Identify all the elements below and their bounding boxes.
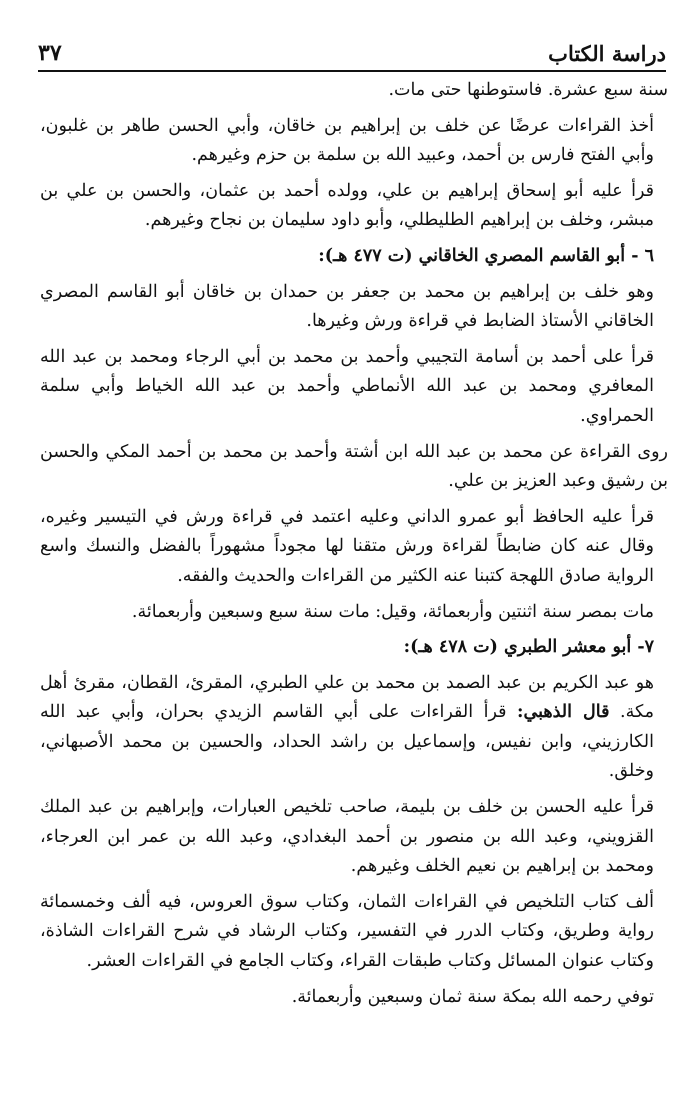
body-paragraph: أخذ القراءات عرضًا عن خلف بن إبراهيم بن خاقان، وأبي الحسن طاهر بن غلبون، وأبي الفتح فارس بن أحمد، وعبيد الله بن سلمة بن حزم وغيرهم. [40, 115, 654, 166]
body-paragraph: توفي رحمه الله بمكة سنة ثمان وسبعين وأربعمائة. [291, 986, 654, 1007]
running-title: دراسة الكتاب [548, 41, 666, 66]
body-paragraph: قرأ عليه أبو إسحاق إبراهيم بن علي، وولده أحمد بن عثمان، والحسن بن علي بن مبشر، وخلف بن إبراهيم الطليطلي، وأبو داود سليمان بن نجاح وغيرهم. [40, 180, 654, 231]
body-paragraph: قرأ على أحمد بن أسامة التجيبي وأحمد بن محمد بن أبي الرجاء ومحمد بن عبد الله المعافري ومحمد بن عبد الله الأنماطي وأحمد بن عبد الله الخياط وأبي سلمة الحمراوي. [40, 346, 654, 426]
paragraph-text: هو عبد الكريم بن عبد الصمد بن محمد بن علي الطبري، المقرئ، القطان، مقرئ أهل مكة. [40, 672, 654, 723]
body-paragraph: مات بمصر سنة اثنتين وأربعمائة، وقيل: مات سنة سبع وسبعين وأربعمائة. [131, 601, 654, 622]
paragraph-text: قرأ القراءات على أبي القاسم الزيدي بحران، وأبي عبد الله الكارزيني، وابن نفيس، وإسماعيل بن راشد الحداد، والحسين بن محمد الأصبهاني، وخلق. [40, 702, 654, 782]
body-paragraph: وهو خلف بن إبراهيم بن محمد بن جعفر بن حمدان بن خاقان أبو القاسم المصري الخاقاني الأستاذ الضابط في قراءة ورش وغيرها. [40, 281, 654, 332]
page-number: ٣٧ [38, 40, 62, 66]
body-paragraph: قرأ عليه الحافظ أبو عمرو الداني وعليه اعتمد في قراءة ورش في التيسير وغيره، وقال عنه كان ضابطاً لقراءة ورش متقنا لها مجوداً مشهوراً بالفضل والنسك واسع الرواية صادق اللهجة كتبنا عنه الكثير من القراءات والحديث والفقه. [40, 506, 654, 586]
body-paragraph: روى القراءة عن محمد بن عبد الله ابن أشتة وأحمد بن محمد بن أحمد المكي والحسن بن رشيق وعبد العزيز بن علي. [40, 441, 668, 492]
body-paragraph [40, 669, 668, 787]
body-paragraph: قرأ عليه الحسن بن خلف بن بليمة، صاحب تلخيص العبارات، وإبراهيم بن عبد الملك القزويني، وعبد الله بن منصور بن أحمد البغدادي، وعبد الله بن عمر ابن العرجاء، ومحمد بن إبراهيم بن نعيم الخلف وغيرهم. [40, 797, 654, 877]
section-heading: ٦ - أبو القاسم المصري الخاقاني (ت ٤٧٧ هـ): [318, 245, 654, 266]
page-header [38, 34, 666, 72]
bold-citation: قال الذهبي: [517, 702, 610, 723]
body-paragraph: سنة سبع عشرة. فاستوطنها حتى مات. [388, 80, 668, 100]
section-heading: ٧- أبو معشر الطبري (ت ٤٧٨ هـ): [403, 637, 654, 658]
body-paragraph: ألف كتاب التلخيص في القراءات الثمان، وكتاب سوق العروس، فيه ألف وخمسمائة رواية وطريق، وكتاب الدرر في التفسير، وكتاب الرشاد في شرح القراءات الشاذة، وكتاب عنوان المسائل وكتاب طبقات القراء، وكتاب الجامع في القراءات العشر. [40, 891, 654, 972]
page-body [40, 76, 668, 1018]
